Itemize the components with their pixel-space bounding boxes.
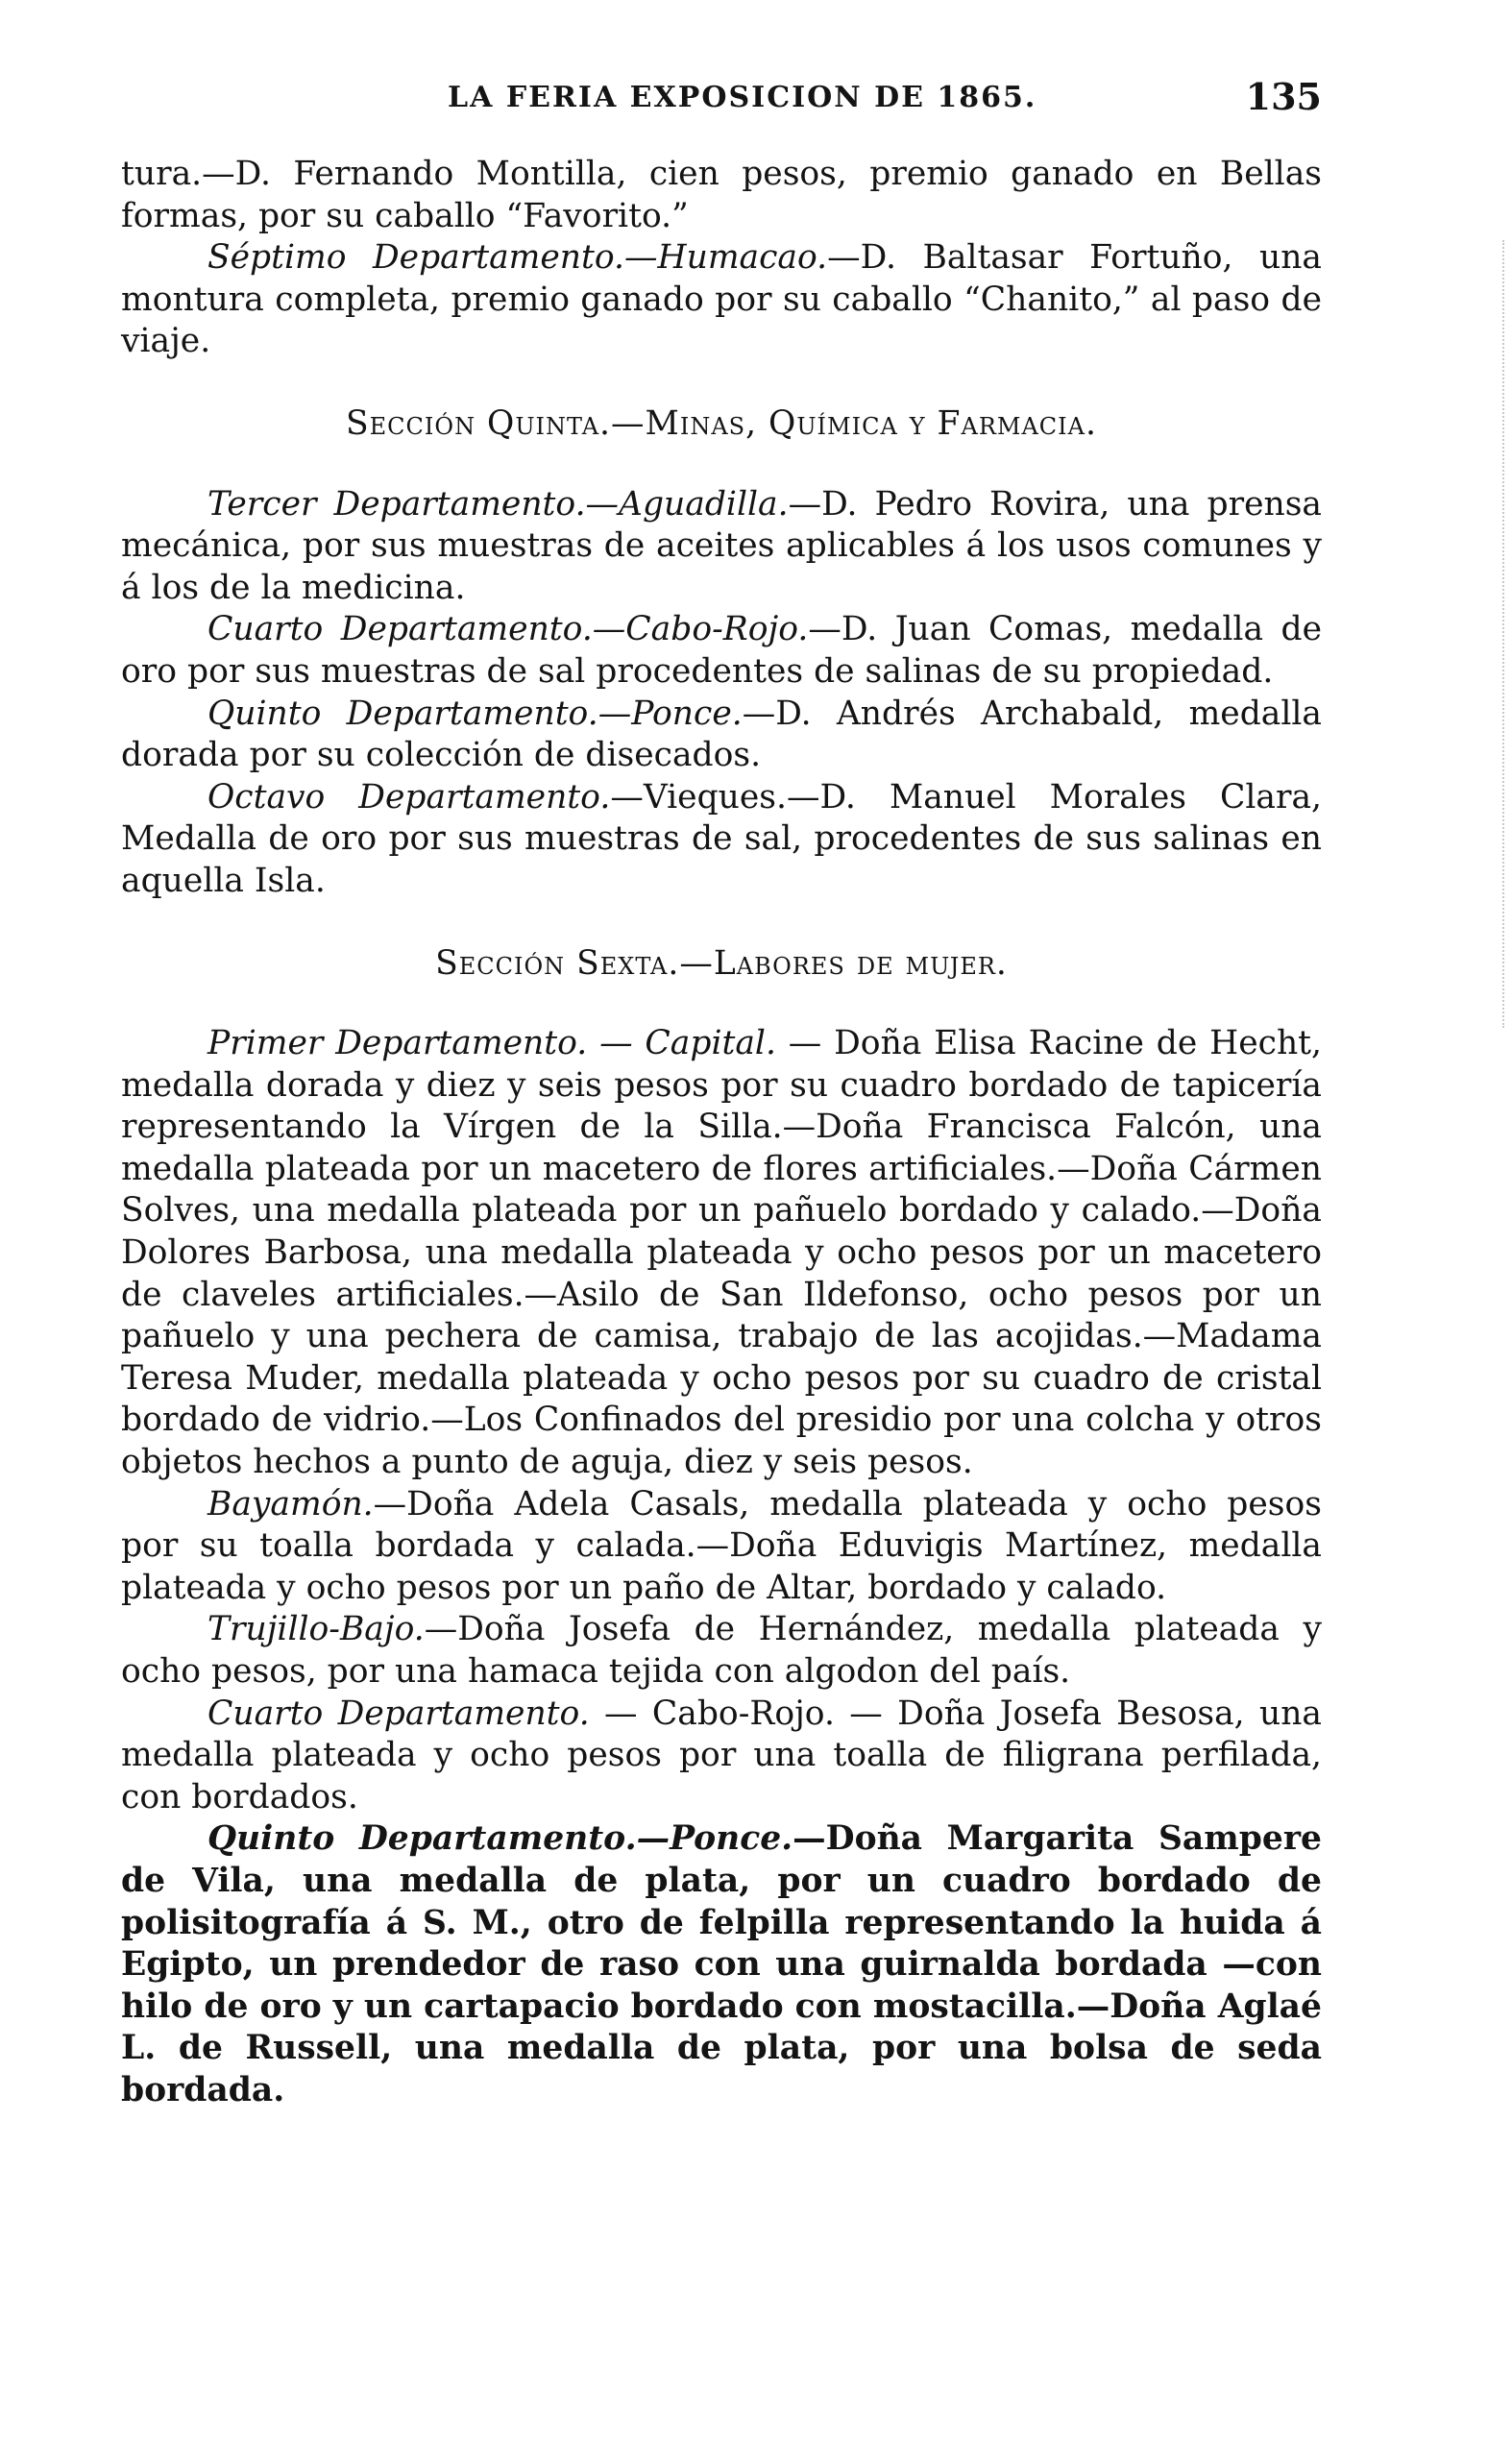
paragraph-text: tura.—D. Fernando Montilla, cien pesos, premio ganado en Bellas formas, por su caballo “Favorito.”	[121, 155, 1322, 235]
paragraph-text: —Doña Adela Casals, medalla plateada y ocho pesos por su toalla bordada y calada.—Doña Eduvigis Martínez, medalla plateada y ocho pesos por un paño de Altar, bordado y calado.	[121, 1484, 1322, 1607]
paragraph-text: — Doña Elisa Racine de Hecht, medalla dorada y diez y seis pesos por su cuadro bordado de tapicería representando la Vírgen de la Silla.—Doña Francisca Falcón, una medalla plateada por un macetero de flores artificiales.—Doña Cármen Solves, una medalla plateada por un pañuelo bordado y calado.—Doña Dolores Barbosa, una medalla plateada y ocho pesos por un macetero de claveles artificiales.—Asilo de San Ildefonso, ocho pesos por un pañuelo y una pechera de camisa, trabajo de las acojidas.—Madama Teresa Muder, medalla plateada y ocho pesos por su cuadro de cristal bordado de vidrio.—Los Confinados del presidio por una colcha y otros objetos hechos a punto de aguja, diez y seis pesos.	[121, 1024, 1322, 1482]
paragraph-text: —Vieques.—D. Manuel Morales Clara, Medalla de oro por sus muestras de sal, procedentes de sus salinas en aquella Isla.	[121, 777, 1322, 900]
paragraph-ponce	[121, 694, 1322, 777]
paragraph-aguadilla	[121, 484, 1322, 610]
department-place: Bayamón.	[207, 1484, 374, 1524]
paragraph-text: —D. Andrés Archabald, medalla dorada por su colección de disecados.	[121, 694, 1322, 775]
department-place: Primer Departamento. — Capital.	[207, 1024, 776, 1063]
paragraph-quinto-departamento	[121, 1818, 1322, 2111]
section-heading-sexta: Sección Sexta.—Labores de mujer.	[435, 943, 1008, 983]
department-place: Octavo Departamento.	[207, 777, 611, 817]
margin-scan-marks	[1499, 240, 1504, 1028]
department-place: Quinto Departamento.—Ponce.	[207, 694, 743, 733]
paragraph-vieques	[121, 777, 1322, 903]
paragraph-text: — Cabo-Rojo. — Doña Josefa Besosa, una medalla plateada y ocho pesos por una toalla de filigrana perfilada, con bordados.	[121, 1694, 1322, 1816]
department-place: Cuarto Departamento.—Cabo-Rojo.	[207, 610, 809, 649]
page-body	[121, 154, 1322, 2112]
section-heading-quinta: Sección Quinta.—Minas, Química y Farmacia.	[346, 403, 1097, 443]
department-place: Cuarto Departamento.	[207, 1694, 590, 1733]
running-title: LA FERIA EXPOSICION DE 1865.	[448, 81, 1037, 114]
department-place: Tercer Departamento.—Aguadilla.	[207, 484, 789, 524]
paragraph-text: —Doña Josefa de Hernández, medalla plateada y ocho pesos, por una hamaca tejida con algodon del país.	[121, 1610, 1322, 1691]
department-place: Trujillo-Bajo.	[207, 1610, 425, 1649]
paragraph-text: —D. Pedro Rovira, una prensa mecánica, por sus muestras de aceites aplicables á los usos comunes y á los de la medicina.	[121, 484, 1322, 607]
paragraph-humacao	[121, 237, 1322, 363]
paragraph-text: —D. Baltasar Fortuño, una montura completa, premio ganado por su caballo “Chanito,” al paso de viaje.	[121, 238, 1322, 361]
department-place: Séptimo Departamento.—Humacao.	[207, 238, 828, 278]
paragraph-text: —Doña Margarita Sampere de Vila, una medalla de plata, por un cuadro bordado de polisitografía á S. M., otro de felpilla representando la huida á Egipto, un prendedor de raso con una guirnalda bordada —con hilo de oro y un cartapacio bordado con mostacilla.—Doña Aglaé L. de Russell, una medalla de plata, por una bolsa de seda bordada.	[121, 1819, 1322, 2109]
paragraph-capital	[121, 1023, 1322, 1484]
department-place: Quinto Departamento.—Ponce.	[207, 1819, 793, 1859]
page-number: 135	[1245, 75, 1322, 118]
paragraph-cabo-rojo	[121, 609, 1322, 693]
page-header	[121, 75, 1322, 133]
paragraph-favorito	[121, 154, 1322, 237]
paragraph-text: —D. Juan Comas, medalla de oro por sus muestras de sal procedentes de salinas de su propiedad.	[121, 610, 1322, 691]
paragraph-bayamon	[121, 1484, 1322, 1610]
paragraph-cuarto-departamento	[121, 1694, 1322, 1819]
paragraph-trujillo-bajo	[121, 1609, 1322, 1693]
